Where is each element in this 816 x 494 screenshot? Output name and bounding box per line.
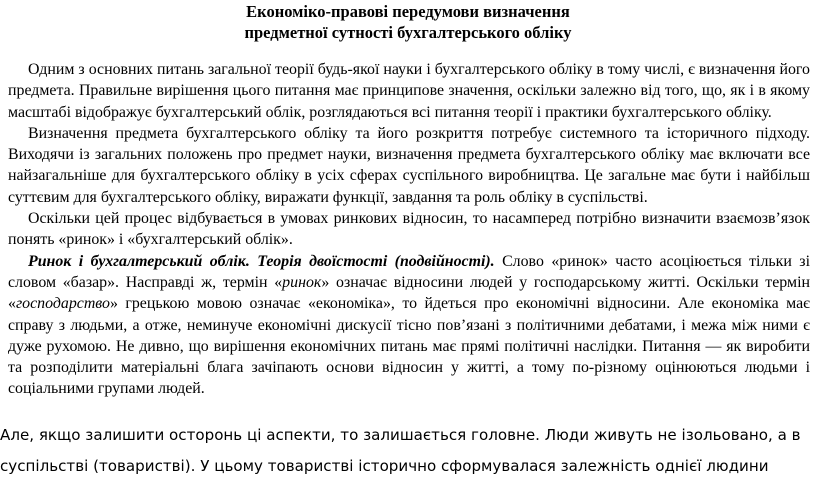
paragraph-1: Одним з основних питань загальної теорії будь-якої науки і бухгалтерського обліку в тому числі, є визначення його предмета. Правильне вирішення цього питання має принципове значення, оскільки залежно від того, що, як і в якому масштабі відображує бухгалтерський облік, розглядаються всі питання теорії і практики бухгалтерського обліку. [8, 61, 810, 121]
document-title-line-1: Економіко-правові передумови визначення [246, 2, 570, 21]
paragraph-4 [8, 251, 810, 400]
term-economy: господарство [15, 295, 110, 313]
paragraph-3: Оскільки цей процес відбувається в умовах ринкових відносин, то насамперед потрібно визначити взаємозв’язок понять «ринок» і «бухгалтерський облік». [8, 210, 810, 249]
term-market: ринок [282, 273, 322, 291]
document-title-line-2: предметної сутності бухгалтерського обліку [244, 23, 572, 42]
footer-line-1: Але, якщо залишити осторонь ці аспекти, то залишається головне. Люди живуть не ізольовано, а в [0, 426, 801, 444]
paragraph-2: Визначення предмета бухгалтерського обліку та його розкриття потребує системного та історичного підходу. Виходячи із загальних положень про предмет науки, визначення предмета бухгалтерського обліку має включати все найзагальніше для бухгалтерського обліку в усіх сферах суспільного виробництва. Це загальне має бути і найбільш суттєвим для бухгалтерського обліку, виражати функції, завдання та роль обліку в суспільстві. [8, 124, 810, 206]
paragraph-4-text-a: Слово «ринок» часто асоціюється тільки зі словом «базар». Насправді ж, термін « [8, 252, 810, 291]
paragraph-4-text-b: » означає відносини людей у господарському житті. Оскільки термін « [8, 273, 810, 313]
paragraph-4-text-c: » грецькою мовою означає «економіка», то йдеться про економічні відносини. Але економіка має справу з людьми, а отже, неминуче економічні дискусії тісно пов’язані з політичними дебатами, і межа між ними є дуже рухомою. Не дивно, що вирішення економічних питань має прямі політичні наслідки. Питання — як виробити та розподілити матеріальні блага зачіпають основи відносин у житті, а тому по-різному оцінюються людьми і соціальними групами людей. [8, 295, 810, 398]
section-heading: Ринок і бухгалтерський облік. Теорія двоїстості (подвійності). [28, 252, 495, 270]
document-footer-text [0, 420, 812, 482]
footer-line-2: суспільстві (товаристві). У цьому товаристві історично сформувалася залежність однієї людини [0, 457, 769, 475]
document-body [8, 59, 810, 400]
